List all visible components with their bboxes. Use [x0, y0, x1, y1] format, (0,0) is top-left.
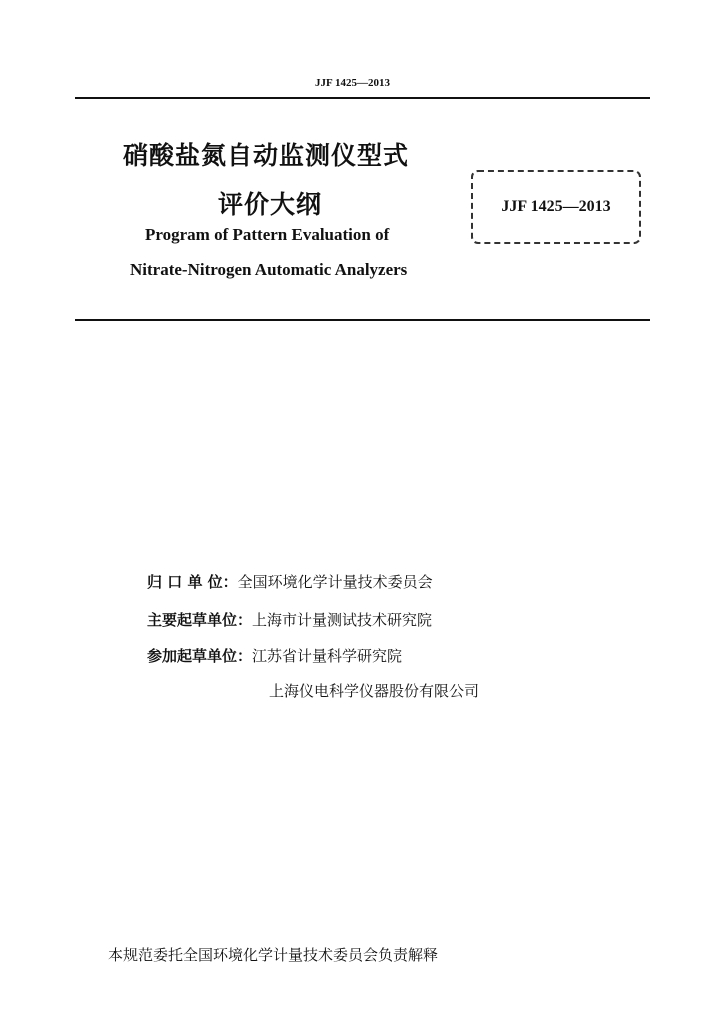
title-english-line-2: Nitrate-Nitrogen Automatic Analyzers	[130, 260, 408, 279]
interpretation-note: 本规范委托全国环境化学计量技术委员会负责解释	[108, 946, 439, 964]
title-chinese-line-2: 评价大纲	[218, 190, 323, 219]
org-row-participating	[147, 645, 402, 666]
header-standard-code: JJF 1425—2013	[314, 77, 391, 89]
org-label-drafting: 主要起草单位：	[147, 611, 253, 629]
middle-divider	[75, 319, 650, 321]
org-value-responsible: 全国环境化学计量技术委员会	[237, 573, 433, 591]
standard-code-box	[471, 170, 641, 244]
org-row-responsible	[147, 571, 433, 592]
org-value-participating-1: 江苏省计量科学研究院	[252, 647, 403, 665]
title-chinese-line-1: 硝酸盐氮自动监测仪型式	[123, 141, 410, 170]
org-value-participating-2: 上海仪电科学仪器股份有限公司	[269, 682, 480, 700]
org-label-responsible: 归 口 单 位：	[147, 573, 238, 591]
org-label-participating: 参加起草单位：	[147, 647, 253, 665]
org-row-drafting	[147, 609, 432, 630]
org-value-drafting: 上海市计量测试技术研究院	[252, 611, 433, 629]
title-english-line-1: Program of Pattern Evaluation of	[145, 225, 390, 244]
top-divider	[75, 97, 650, 99]
standard-code: JJF 1425—2013	[501, 198, 611, 215]
